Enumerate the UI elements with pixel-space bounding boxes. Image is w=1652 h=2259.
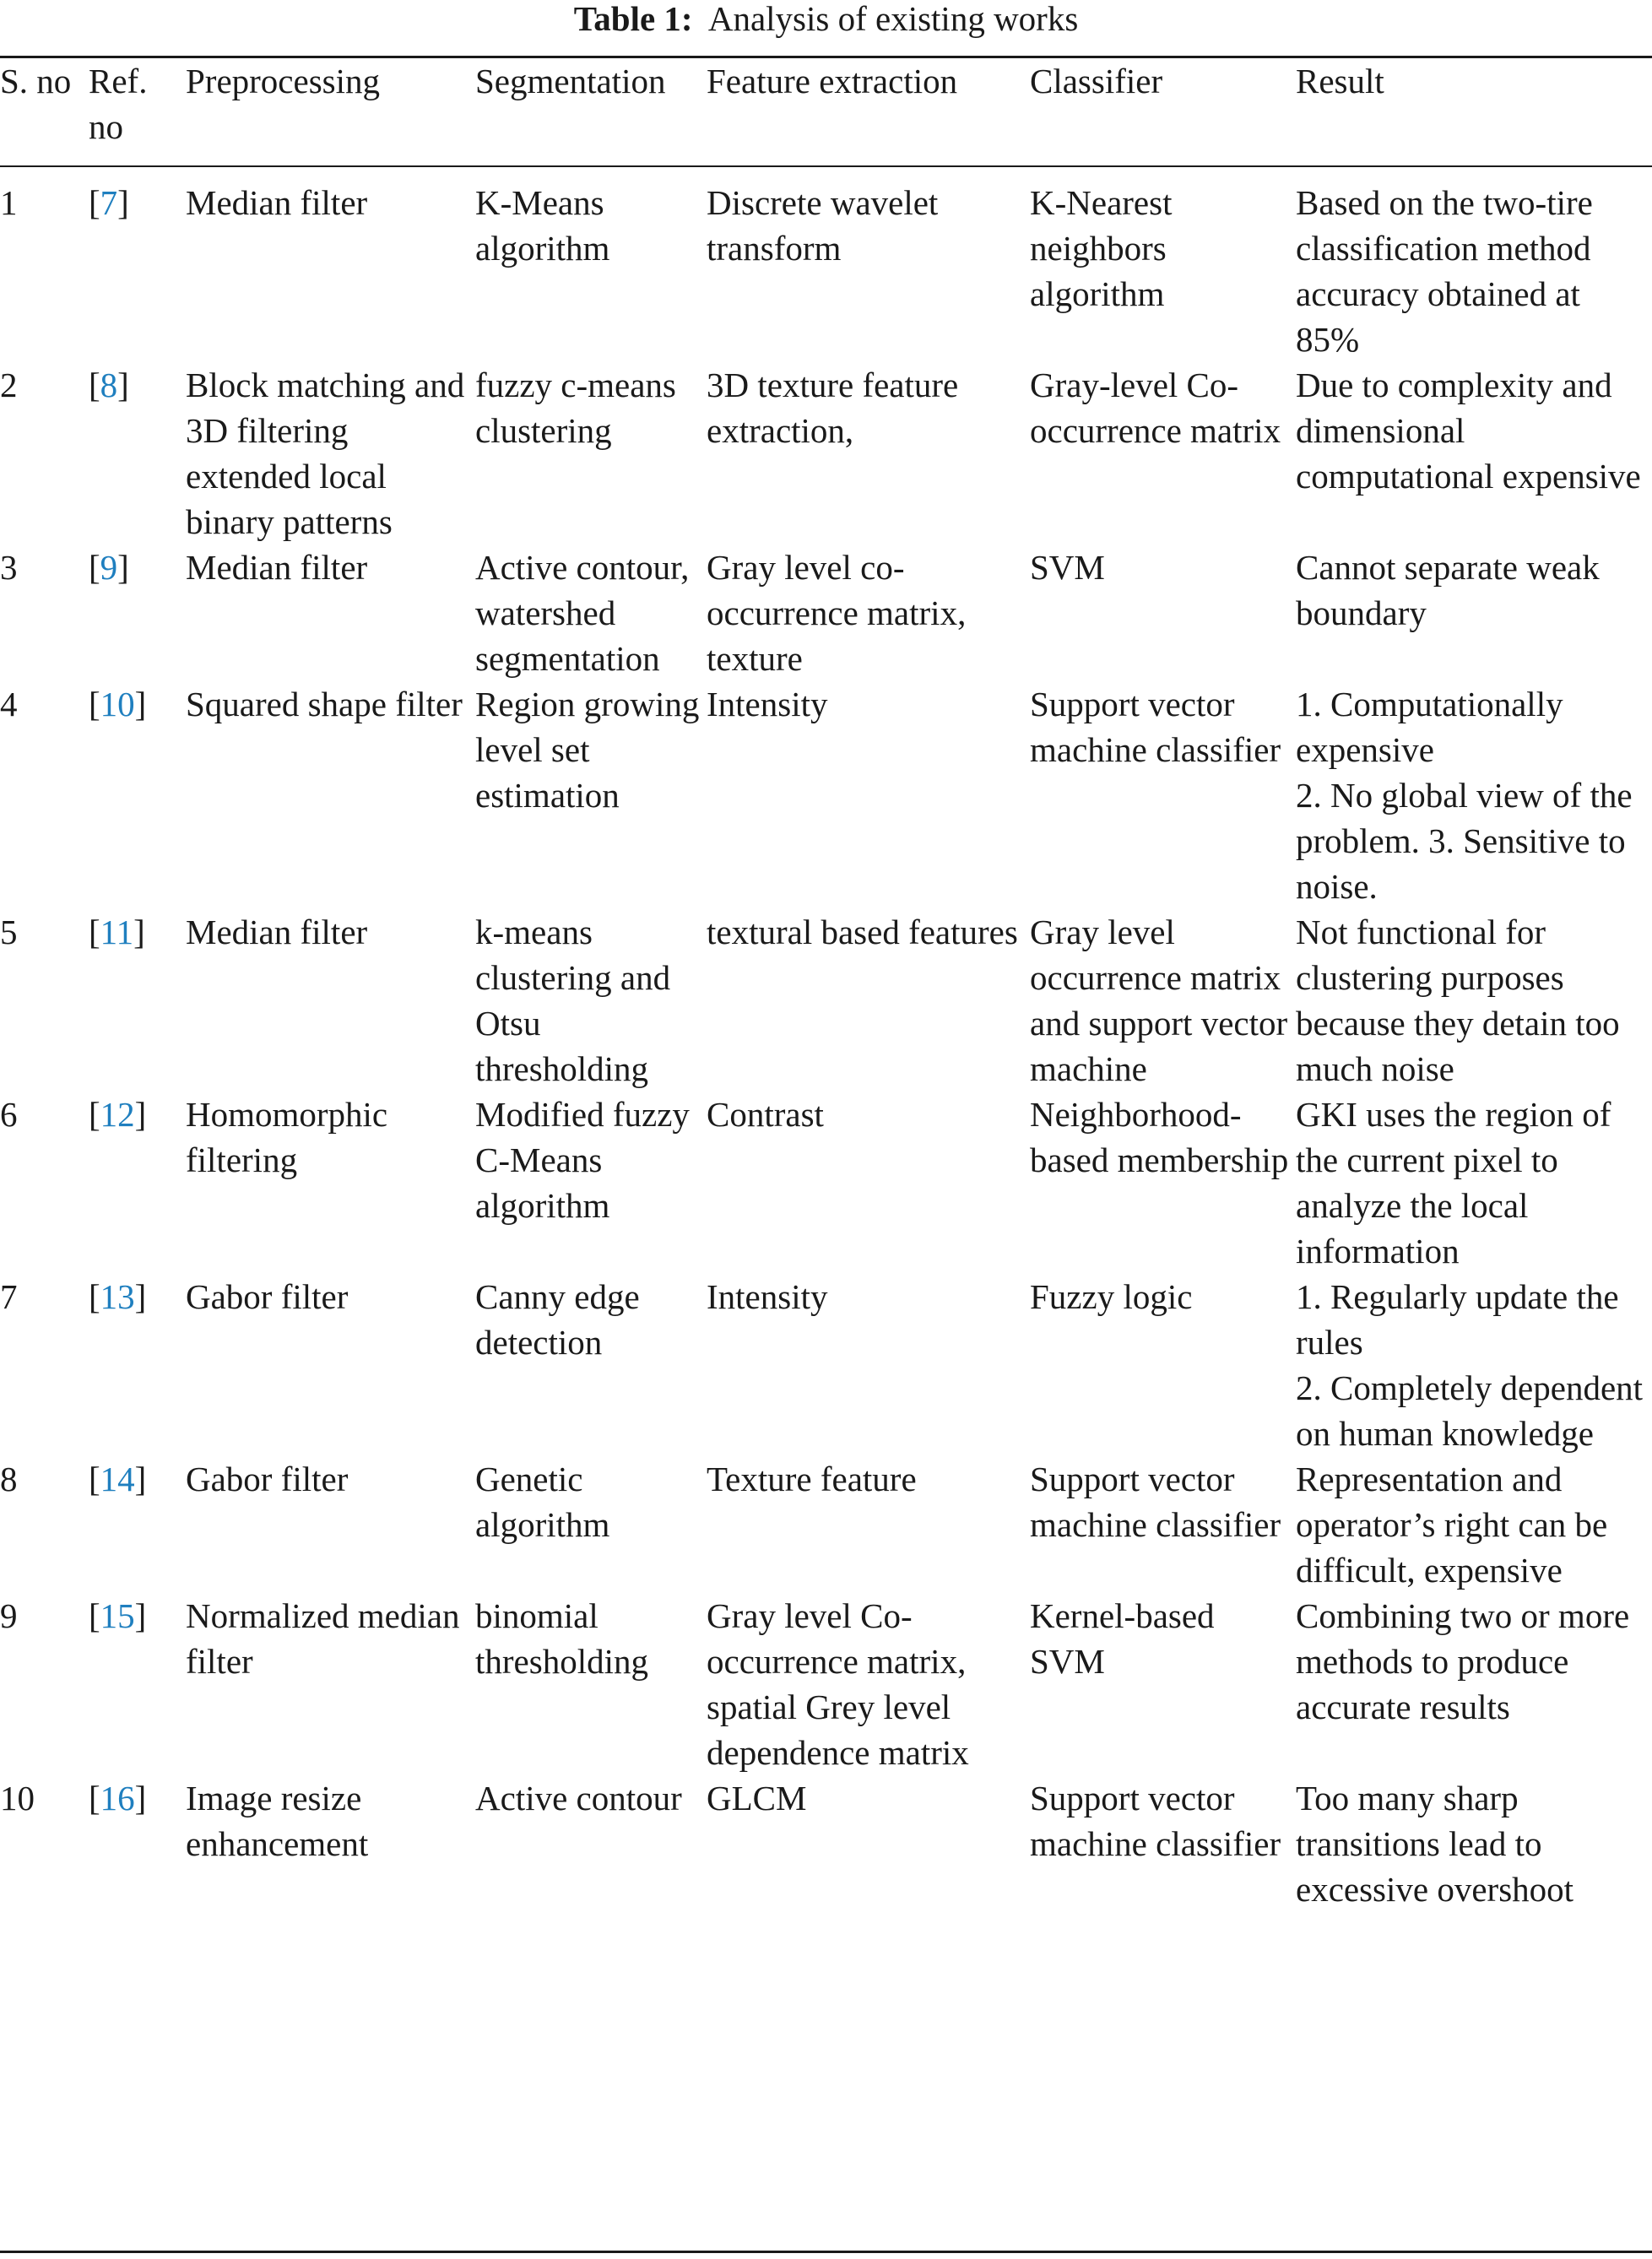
header-segmentation: Segmentation [475, 62, 666, 100]
header-preprocessing: Preprocessing [186, 62, 381, 100]
cell-classifier: SVM [1030, 548, 1105, 587]
cell-sno: 5 [0, 913, 18, 951]
cell-segmentation: fuzzy c-means clustering [475, 366, 676, 450]
cell-ref: [16] [89, 1779, 147, 1817]
cell-segmentation: Region growing level set estimation [475, 685, 700, 815]
cell-classifier: K-Nearest neighbors algorithm [1030, 183, 1173, 313]
cell-classifier: Support vector machine classifier [1030, 685, 1281, 769]
table-caption [0, 0, 1652, 37]
cell-classifier: Neighborhood-based membership [1030, 1095, 1289, 1179]
reference-link[interactable]: 11 [100, 913, 134, 951]
cell-preprocessing: Squared shape filter [186, 685, 463, 723]
cell-preprocessing: Gabor filter [186, 1460, 349, 1498]
reference-link[interactable]: 7 [100, 183, 118, 222]
cell-preprocessing: Median filter [186, 183, 368, 222]
header-sno: S. no [0, 62, 72, 100]
cell-feature: Intensity [707, 1277, 828, 1316]
table-row [0, 544, 1652, 681]
table-caption-title: Analysis of existing works [707, 0, 1079, 38]
table-bottom-rule [0, 2251, 1652, 2253]
reference-link[interactable]: 14 [100, 1460, 135, 1498]
cell-ref: [7] [89, 183, 129, 222]
cell-result: Cannot separate weak boundary [1296, 548, 1600, 632]
table-caption-label: Table 1: [573, 0, 693, 38]
cell-ref: [13] [89, 1277, 147, 1316]
result-line: 2. No global view of the problem. 3. Sensitive to noise. [1296, 776, 1633, 906]
table-row [0, 1593, 1652, 1775]
cell-ref: [9] [89, 548, 129, 587]
reference-link[interactable]: 15 [100, 1596, 135, 1635]
cell-segmentation: Active contour, watershed segmentation [475, 548, 690, 678]
reference-link[interactable]: 12 [100, 1095, 135, 1134]
cell-sno: 9 [0, 1596, 18, 1635]
cell-preprocessing: Block matching and 3D filtering extended local binary patterns [186, 366, 465, 541]
cell-feature: Intensity [707, 685, 828, 723]
result-line: 1. Computationally expensive [1296, 685, 1563, 769]
table-row [0, 1775, 1652, 1912]
cell-sno: 2 [0, 366, 18, 404]
cell-result [1296, 681, 1652, 909]
cell-classifier: Gray-level Co-occurrence matrix [1030, 366, 1281, 450]
cell-result: GKI uses the region of the current pixel to analyze the local information [1296, 1095, 1611, 1270]
cell-result: Representation and operator’s right can be difficult, expensive [1296, 1460, 1608, 1590]
result-line: 2. Completely dependent on human knowledge [1296, 1368, 1644, 1453]
cell-feature: Gray level co-occurrence matrix, texture [707, 548, 967, 678]
cell-sno: 3 [0, 548, 18, 587]
table-row [0, 909, 1652, 1092]
cell-sno: 10 [0, 1779, 35, 1817]
header-result: Result [1296, 62, 1384, 100]
cell-result: Not functional for clustering purposes because they detain too much noise [1296, 913, 1620, 1088]
cell-feature: Texture feature [707, 1460, 917, 1498]
reference-link[interactable]: 8 [100, 366, 118, 404]
cell-ref: [12] [89, 1095, 147, 1134]
cell-ref: [8] [89, 366, 129, 404]
table-header-row [0, 58, 1652, 165]
cell-preprocessing: Median filter [186, 548, 368, 587]
table-row [0, 681, 1652, 909]
cell-result: Based on the two-tire classification method accuracy obtained at 85% [1296, 183, 1593, 359]
cell-segmentation: K-Means algorithm [475, 183, 610, 268]
header-feature-extraction: Feature extraction [707, 62, 958, 100]
cell-classifier: Support vector machine classifier [1030, 1460, 1281, 1544]
cell-segmentation: binomial thresholding [475, 1596, 648, 1681]
reference-link[interactable]: 13 [100, 1277, 135, 1316]
table-row [0, 1274, 1652, 1456]
cell-feature: GLCM [707, 1779, 807, 1817]
cell-classifier: Support vector machine classifier [1030, 1779, 1281, 1863]
cell-result: Due to complexity and dimensional computational expensive [1296, 366, 1641, 496]
cell-preprocessing: Normalized median filter [186, 1596, 460, 1681]
cell-feature: 3D texture feature extraction, [707, 366, 959, 450]
cell-feature: Gray level Co-occurrence matrix, spatial Grey level dependence matrix [707, 1596, 969, 1772]
table-row [0, 1456, 1652, 1593]
cell-preprocessing: Image resize enhancement [186, 1779, 369, 1863]
cell-segmentation: Canny edge detection [475, 1277, 640, 1362]
cell-feature: textural based features [707, 913, 1018, 951]
result-line: 1. Regularly update the rules [1296, 1277, 1619, 1362]
table-row [0, 165, 1652, 362]
cell-classifier: Fuzzy logic [1030, 1277, 1193, 1316]
cell-feature: Contrast [707, 1095, 824, 1134]
reference-link[interactable]: 16 [100, 1779, 135, 1817]
analysis-table [0, 58, 1652, 1912]
cell-segmentation: Active contour [475, 1779, 682, 1817]
table-body [0, 165, 1652, 1912]
cell-classifier: Gray level occurrence matrix and support vector machine [1030, 913, 1288, 1088]
cell-preprocessing: Gabor filter [186, 1277, 349, 1316]
header-classifier: Classifier [1030, 62, 1163, 100]
reference-link[interactable]: 10 [100, 685, 135, 723]
cell-result [1296, 1274, 1652, 1456]
cell-segmentation: k-means clustering and Otsu thresholding [475, 913, 671, 1088]
cell-ref: [10] [89, 685, 147, 723]
table-row [0, 362, 1652, 544]
header-ref-no: Ref. no [89, 62, 148, 146]
table-row [0, 1092, 1652, 1274]
cell-ref: [11] [89, 913, 145, 951]
cell-sno: 4 [0, 685, 18, 723]
cell-sno: 7 [0, 1277, 18, 1316]
cell-ref: [15] [89, 1596, 147, 1635]
cell-sno: 8 [0, 1460, 18, 1498]
cell-feature: Discrete wavelet transform [707, 183, 939, 268]
cell-preprocessing: Median filter [186, 913, 368, 951]
cell-segmentation: Genetic algorithm [475, 1460, 610, 1544]
cell-result: Combining two or more methods to produce accurate results [1296, 1596, 1630, 1726]
cell-result: Too many sharp transitions lead to excessive overshoot [1296, 1779, 1574, 1909]
reference-link[interactable]: 9 [100, 548, 118, 587]
cell-preprocessing: Homomorphic filtering [186, 1095, 388, 1179]
cell-sno: 1 [0, 183, 18, 222]
cell-sno: 6 [0, 1095, 18, 1134]
cell-ref: [14] [89, 1460, 147, 1498]
cell-classifier: Kernel-based SVM [1030, 1596, 1215, 1681]
cell-segmentation: Modified fuzzy C-Means algorithm [475, 1095, 690, 1225]
